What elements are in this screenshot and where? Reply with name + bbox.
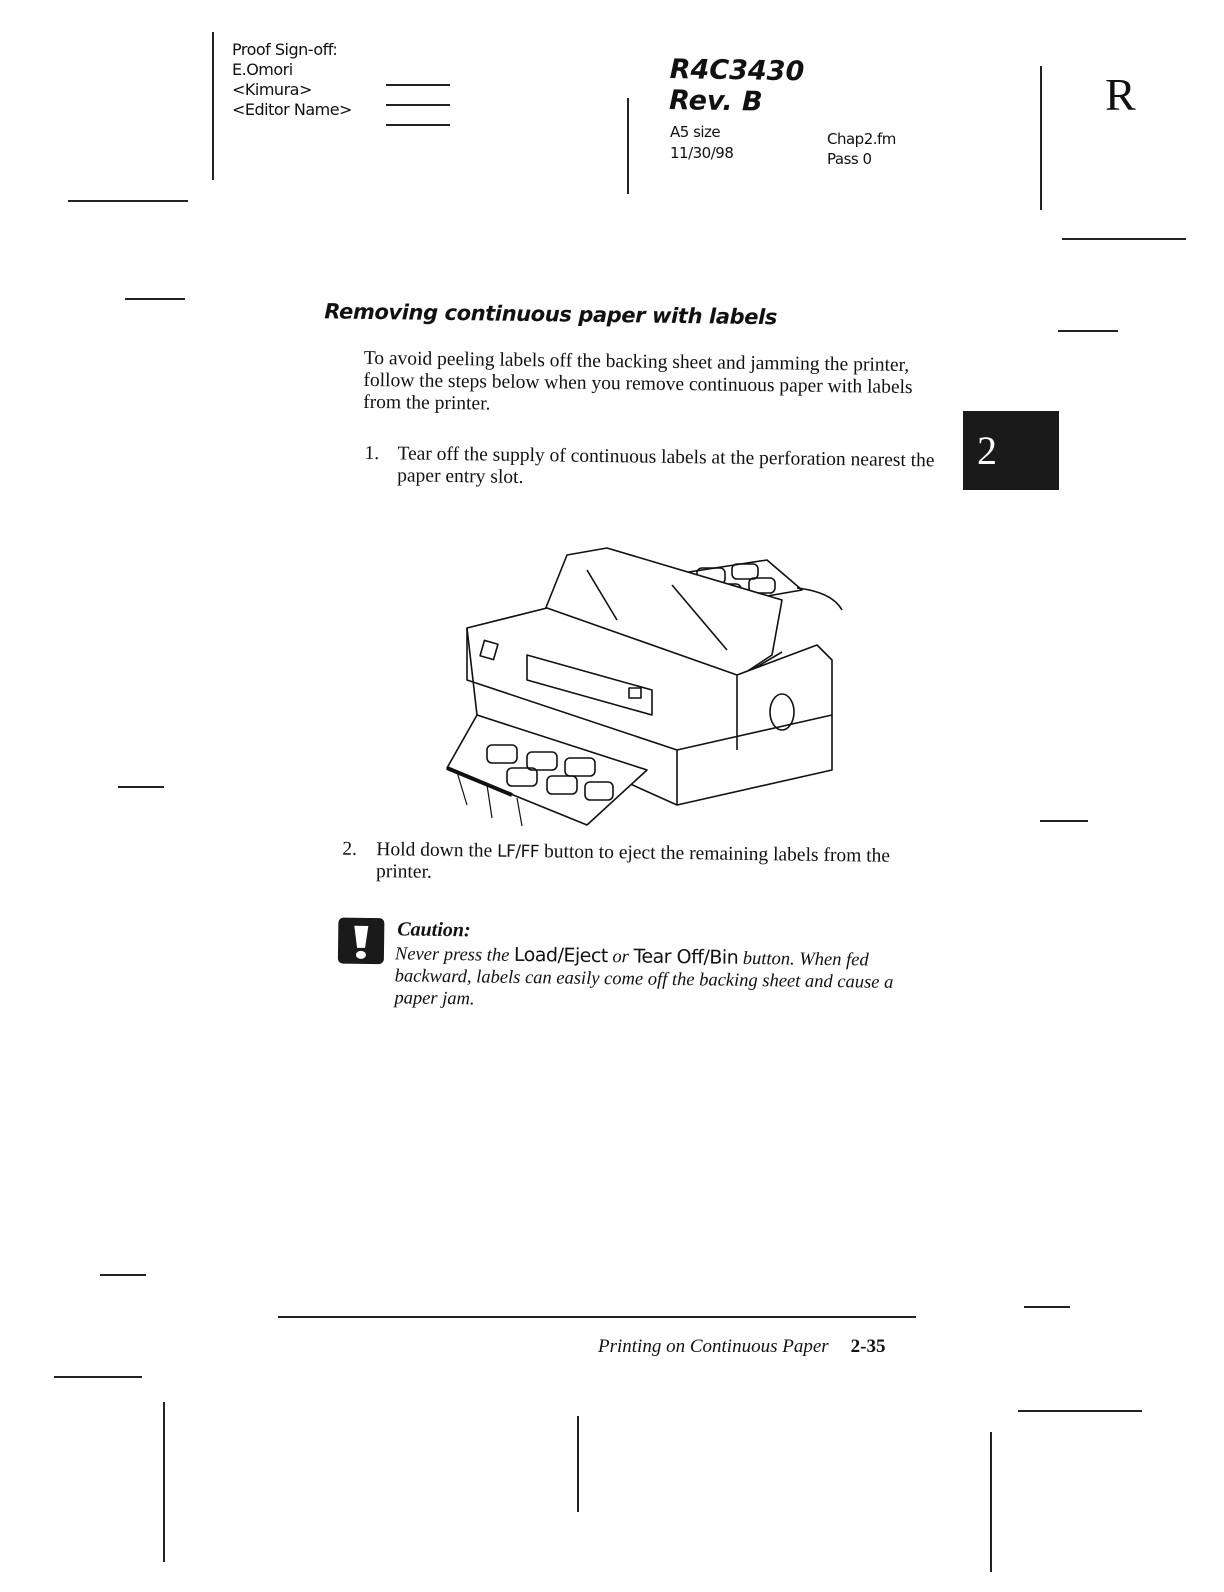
step-text-part: button to eject the remaining labels from the printer. xyxy=(375,841,891,883)
caution-icon xyxy=(338,918,385,965)
doc-date: 11/30/98 xyxy=(670,144,734,162)
caution-text xyxy=(394,942,935,1016)
doc-revision: Rev. B xyxy=(668,84,763,118)
step-number: 2. xyxy=(342,838,358,860)
lf-ff-button-ref: LF/FF xyxy=(496,841,540,863)
doc-code: R4C3430 xyxy=(669,54,805,88)
doc-size: A5 size xyxy=(670,123,721,141)
signoff-label: Proof Sign-off: xyxy=(232,40,338,59)
exclamation-icon xyxy=(338,918,385,965)
step-text xyxy=(376,839,937,890)
signoff-name: <Editor Name> xyxy=(232,100,352,119)
caution-text-part: or xyxy=(607,947,634,968)
caution-text-part: Never press the xyxy=(394,944,515,966)
signoff-name: E.Omori xyxy=(232,60,293,79)
registration-letter: R xyxy=(1105,69,1136,120)
caution-title: Caution: xyxy=(397,918,471,942)
step-number: 1. xyxy=(364,442,380,465)
tear-off-bin-button-ref: Tear Off/Bin xyxy=(633,945,739,969)
load-eject-button-ref: Load/Eject xyxy=(513,943,608,968)
step-text-part: Hold down the xyxy=(376,839,498,862)
caution-text-part: button. When fed backward, labels can easily come off the backing sheet and cause a paper jam. xyxy=(394,948,894,1010)
step-text: Tear off the supply of continuous labels at the perforation nearest the paper entry slot. xyxy=(397,443,935,488)
section-heading: Removing continuous paper with labels xyxy=(324,299,778,330)
printer-with-labels-illustration xyxy=(437,540,857,830)
chapter-tab: 2 xyxy=(963,411,1059,490)
doc-file: Chap2.fm xyxy=(827,130,896,148)
page-number: 2-35 xyxy=(850,1336,886,1357)
footer-title: Printing on Continuous Paper xyxy=(598,1336,829,1357)
doc-pass: Pass 0 xyxy=(827,150,872,168)
footer-rule xyxy=(278,1316,916,1318)
intro-paragraph: To avoid peeling labels off the backing sheet and jamming the printer, follow the steps below when you remove continuous paper with labels from the printer. xyxy=(363,347,913,415)
signoff-name: <Kimura> xyxy=(232,80,312,99)
page-footer xyxy=(598,1336,885,1358)
